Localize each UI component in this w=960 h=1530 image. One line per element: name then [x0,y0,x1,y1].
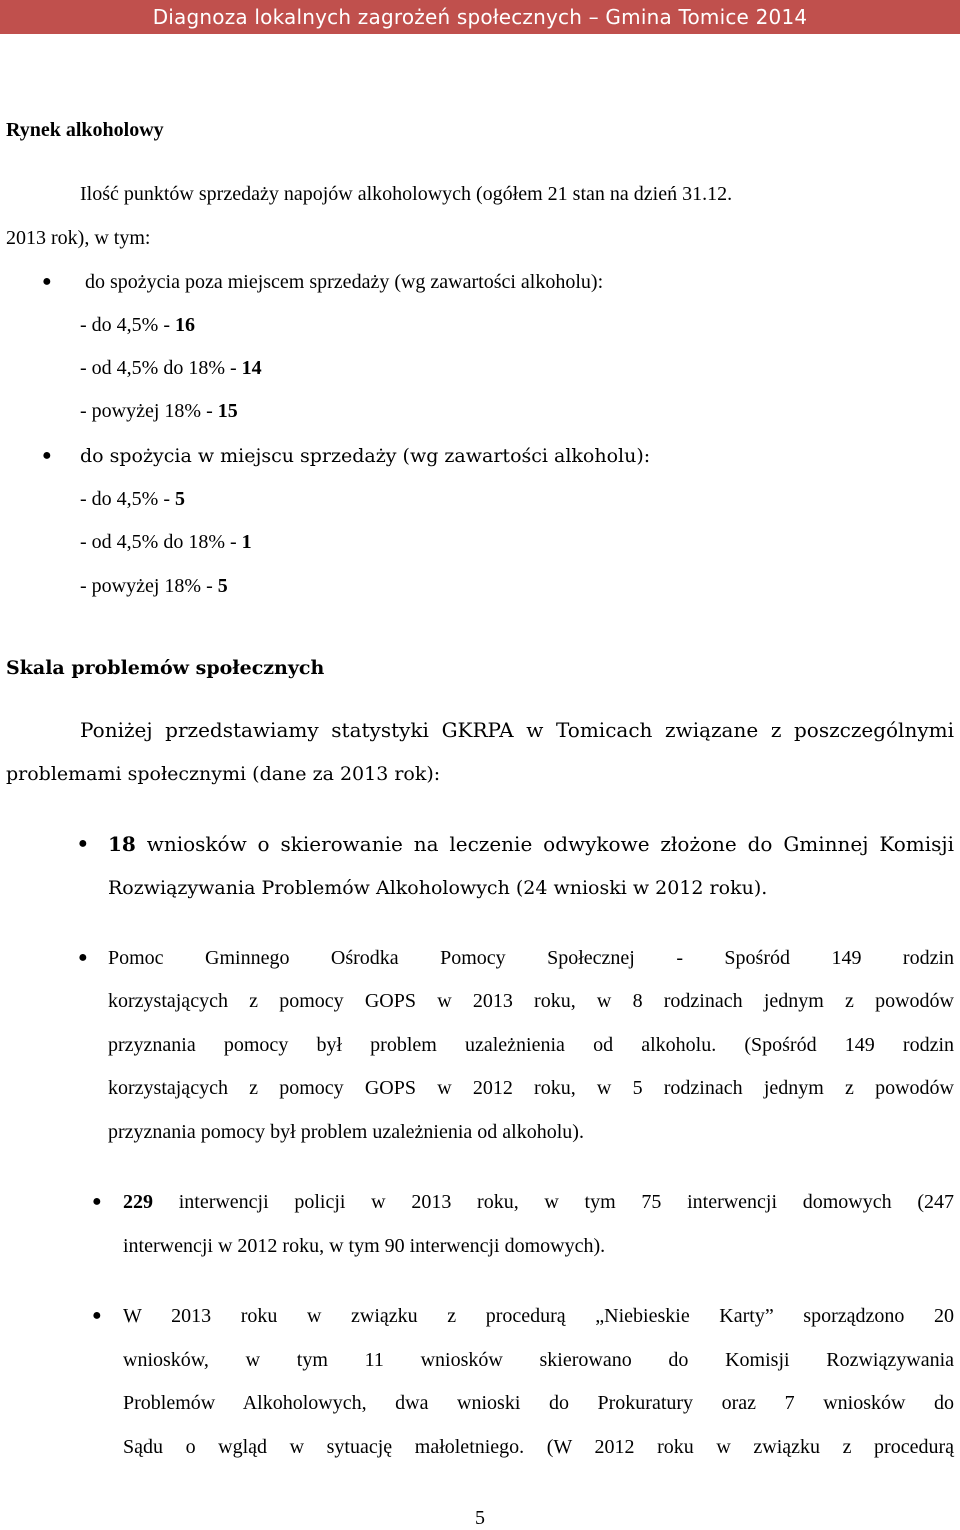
list-item: - od 4,5% do 18% - 14 [80,357,262,379]
bullet-off-premise: do spożycia poza miejscem sprzedaży (wg zawartości alkoholu): [85,271,604,293]
list-item: - od 4,5% do 18% - 1 [80,531,252,553]
bullet-icon: ● [42,273,52,290]
list-item: - do 4,5% - 5 [80,488,185,510]
list-item: - powyżej 18% - 5 [80,575,228,597]
bullet-icon: ● [78,835,88,852]
bullet-line: W 2013 roku w związku z procedurą „Niebieskie Karty” sporządzono 20 [123,1305,954,1327]
running-header: Diagnoza lokalnych zagrożeń społecznych – Gmina Tomice 2014 [0,0,960,34]
bullet-line: 18 wniosków o skierowanie na leczenie odwykowe złożone do Gminnej Komisji [108,832,954,856]
bullet-line: Rozwiązywania Problemów Alkoholowych (24 wnioski w 2012 roku). [108,877,768,899]
bullet-line: Sądu o wgląd w sytuację małoletniego. (W 2012 roku w związku z procedurą [123,1436,954,1458]
intro-line-2: problemami społecznymi (dane za 2013 rok): [6,763,441,785]
intro-line-1: Ilość punktów sprzedaży napojów alkoholowych (ogółem 21 stan na dzień 31.12. [80,183,733,205]
bullet-line: korzystających z pomocy GOPS w 2013 roku, w 8 rodzinach jednym z powodów [108,990,954,1012]
bullet-icon: ● [92,1193,102,1210]
intro-line-2: 2013 rok), w tym: [6,227,151,249]
section-heading-rynek: Rynek alkoholowy [6,119,164,141]
bullet-line: korzystających z pomocy GOPS w 2012 roku, w 5 rodzinach jednym z powodów [108,1077,954,1099]
intro-line-1: Poniżej przedstawiamy statystyki GKRPA w Tomicach związane z poszczególnymi [80,718,954,742]
bullet-line: przyznania pomocy był problem uzależnienia od alkoholu. (Spośród 149 rodzin [108,1034,954,1056]
bullet-line: interwencji w 2012 roku, w tym 90 interwencji domowych). [123,1235,606,1257]
list-item: - powyżej 18% - 15 [80,400,238,422]
bullet-line: Problemów Alkoholowych, dwa wnioski do Prokuratury oraz 7 wniosków do [123,1392,954,1414]
bullet-on-premise: do spożycia w miejscu sprzedaży (wg zawartości alkoholu): [80,445,651,467]
bullet-line: wniosków, w tym 11 wniosków skierowano do Komisji Rozwiązywania [123,1349,954,1371]
bullet-line: przyznania pomocy był problem uzależnienia od alkoholu). [108,1121,584,1143]
list-item: - do 4,5% - 16 [80,314,195,336]
page-number: 5 [475,1507,485,1529]
bullet-icon: ● [42,447,52,464]
bullet-line: Pomoc Gminnego Ośrodka Pomocy Społecznej - Spośród 149 rodzin [108,947,954,969]
bullet-icon: ● [78,949,88,966]
bullet-icon: ● [92,1307,102,1324]
section-heading-skala: Skala problemów społecznych [6,657,325,679]
bullet-line: 229 interwencji policji w 2013 roku, w tym 75 interwencji domowych (247 [123,1191,954,1213]
